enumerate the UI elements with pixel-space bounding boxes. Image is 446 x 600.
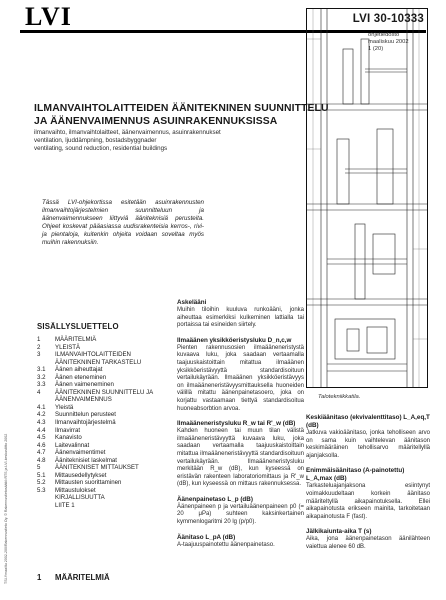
section-title: MÄÄRITELMIÄ — [55, 573, 110, 582]
section-1-heading — [37, 573, 110, 582]
intro-paragraph: Tässä LVI-ohjekortissa esitetään asuinrakennusten ilmanvaihtojärjestelmien suunnitteluun ja äänenvaimennukseen liittyviä ääniteknisiä perusteita. Ohjeet koskevat pääasiassa uudisrakenteisia kerros-, rivi- ja pientaloja, kuitenkin ohjeita voidaan soveltaa myös muihin rakennuksiin. — [42, 199, 204, 246]
vertical-copyright-label: TSI-Ymaailtu 2002-200/Rakennustieto Oy. © Rakennustietosäätiö RTS ja LVI-keskusliitto 2002 — [4, 433, 8, 584]
definition-body: Muihin tiloihin kuuluva runkoääni, jonka aiheuttaa esimerkiksi kulkeminen lattialla tai portaissa tai esineiden siirtely. — [177, 307, 304, 329]
figure-caption: Talotekniikkatila. — [318, 394, 361, 400]
title-line: JA ÄÄNENVAIMENNUS ASUINRAKENNUKSISSA — [34, 115, 278, 127]
toc-item: 5 ÄÄNITEKNISET MITTAUKSET — [37, 464, 139, 472]
toc-item: 4 ÄÄNITEKNINEN SUUNNITTELU JA ÄÄNENVAIMENNUS — [37, 388, 153, 404]
definitions-middle-column — [177, 299, 304, 549]
document-number: LVI 30-10333 — [352, 13, 424, 25]
lvi-logo — [25, 4, 89, 28]
toc-item: KIRJALLISUUTTA — [55, 494, 105, 502]
definition-term: Keskiäänitaso (ekvivalenttitaso) L_A,eq,T (dB) — [306, 414, 430, 429]
definition-term: Askelääni — [177, 299, 207, 306]
table-of-contents — [37, 336, 177, 510]
definition-body: A-taajuuspainotettu äänenpainetaso. — [177, 541, 275, 548]
definition-body: Aika, jona äänenpainetason äänilähteen vaiettua alenee 60 dB. — [306, 536, 430, 550]
definitions-right-column — [306, 414, 430, 552]
toc-item: 4.8 Ääniteknisiet laskelmat — [37, 456, 117, 464]
keyword-line: ilmanvaihto, ilmanvaihtolaitteet, äänenvaimennus, asuinrakennukset — [34, 129, 221, 136]
toc-item: 4.4 Ilmavirrat — [37, 426, 81, 434]
title-line: ILMANVAIHTOLAITTEIDEN ÄÄNITEKNINEN SUUNNITTELU — [34, 103, 329, 114]
toc-item: LIITE 1 — [55, 502, 75, 510]
toc-item: 4.1 Yleistä — [37, 403, 74, 411]
toc-item: 4.7 Äänenvaimentimet — [37, 449, 106, 457]
toc-item: 5.1 Mittausedellytykset — [37, 471, 107, 479]
definition-term: Ilmaäänen yksikköeristysluku D_n,c,w — [177, 336, 292, 344]
definition-body: Tarkasteluajanjaksona esiintynyt voimakkuudeltaan korkein äänitaso määriteltyllä aikapainotuksella. Ellei aikapainotusta erikseen mainita, tarkoitetaan aikapainotusta F (fast). — [306, 483, 430, 520]
meta-line: ohjetiedosto — [368, 32, 400, 38]
logo-text: LVI — [25, 4, 72, 28]
toc-item: 4.2 Suunnittelun perusteet — [37, 411, 116, 419]
toc-item: 5.3 Mittaustulokset — [37, 486, 96, 494]
definition-body: Äänenpaineen p ja vertailuäänenpaineen p0 (= 20 μPa) suhteen kaksinkertainen kymmenlogaritmi 20 lg (p/p0). — [177, 503, 304, 526]
toc-item: 2 YLEISTÄ — [37, 343, 81, 351]
toc-item: 1 MÄÄRITELMIÄ — [37, 336, 97, 343]
toc-item: 3.1 Äänen aiheuttajat — [37, 366, 103, 374]
definition-term: Enimmäisäänitaso (A-painotettu) L_A,max (dB) — [306, 467, 405, 483]
definition-body: Pienten rakennusosien ilmaääneneristystä kuvaava luku, joka saadaan vertaamalla taajuuskaistoittain mitattua ilmaäänen yksikköeristävyyttä standardisoituun vertailukäyrään. Ilmaäänen yksikköeristävyys on ilmaääneneristävyysmittauksella huoneiden välillä mitattu äänenpainetasoero, joka on korjattu vastaamaan tiettyä standardisoitua huoneabsorbtion arvoa. — [177, 344, 304, 412]
toc-item: 3.2 Äänen eteneminen — [37, 373, 107, 381]
toc-item: 5.2 Mittausten suorittaminen — [37, 479, 122, 487]
section-drawing-svg — [307, 9, 427, 387]
meta-line: maaliskuu 2002 — [368, 39, 409, 46]
section-number: 1 — [37, 573, 42, 582]
toc-title: SISÄLLYSLUETTELO — [37, 322, 119, 331]
toc-item: 4.5 Kanavisto — [37, 434, 82, 442]
definition-term: Äänitaso L_pA (dB) — [177, 533, 236, 541]
toc-item: 4.3 Ilmanvaihtojärjestelmä — [37, 419, 116, 427]
definition-body: Kahden huoneen tai muun tilan välistä ilmaääneneristävyyttä kuvaava luku, joka saadaan vertaamalla taajuuskaistoittain mitattua ilmaääneneristävyyttä standardisoituun vertailukäyrään. Ilmaääneneristysluku merkitään R_w (dB), kun kyseessä on eristävän rakenteen laboratoriomittaus ja R'_w (dB), kun kyseessä on mittaus rakennuksessa. — [177, 428, 304, 488]
technical-drawing — [306, 8, 428, 388]
vertical-copyright-text — [4, 388, 12, 588]
definition-term: Jälkikaiunta-aika T (s) — [306, 528, 372, 536]
keyword-line: ventilating, sound reduction, residential buildings — [34, 145, 168, 153]
toc-item: 3.3 Äänen vaimeneminen — [37, 381, 114, 389]
meta-line: 1 (20) — [368, 46, 384, 53]
toc-item: 3 ILMANVAIHTOLAITTEIDEN ÄÄNITEKNINEN TARKASTELU — [37, 351, 142, 366]
definition-body: Jatkuva vakioäänitaso, jonka teholliseen arvo on sama kuin vaihtelevan äänitason keskimääräinen tehollisarvo määritellyllä ajanjaksolla. — [306, 430, 430, 459]
definition-term: Äänenpainetaso L_p (dB) — [177, 495, 253, 503]
toc-item: 4.6 Laitevalinnat — [37, 441, 90, 449]
definition-term: Ilmaääneneristysluku R_w tai R'_w (dB) — [177, 420, 296, 428]
keyword-line: ventilation, ljuddämpning, bostadsbyggnader — [34, 137, 157, 145]
